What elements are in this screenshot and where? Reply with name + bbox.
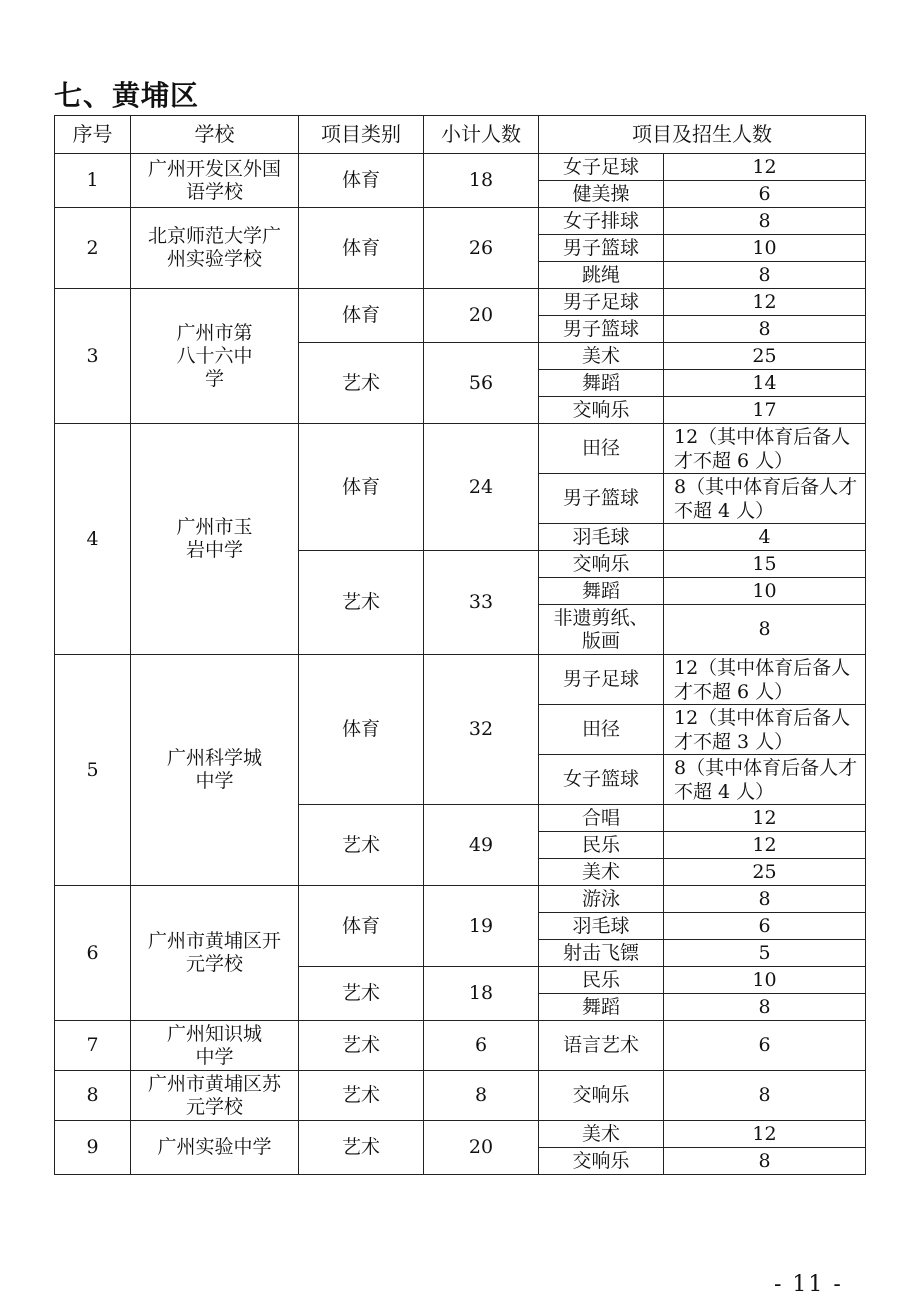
subtotal: 19 <box>424 886 539 967</box>
project: 交响乐 <box>539 1148 664 1175</box>
count: 12（其中体育后备人才不超 6 人） <box>664 655 866 705</box>
subtotal: 32 <box>424 655 539 805</box>
header-category: 项目类别 <box>299 116 424 154</box>
subtotal: 20 <box>424 1121 539 1175</box>
category: 体育 <box>299 886 424 967</box>
project: 男子篮球 <box>539 474 664 524</box>
subtotal: 49 <box>424 805 539 886</box>
table-row <box>55 655 866 705</box>
project: 交响乐 <box>539 551 664 578</box>
count: 14 <box>664 370 866 397</box>
project: 田径 <box>539 705 664 755</box>
count: 8 <box>664 605 866 655</box>
count: 8（其中体育后备人才不超 4 人） <box>664 474 866 524</box>
count: 8 <box>664 1148 866 1175</box>
project: 游泳 <box>539 886 664 913</box>
row-no: 9 <box>55 1121 131 1175</box>
project: 男子足球 <box>539 655 664 705</box>
project: 语言艺术 <box>539 1021 664 1071</box>
category: 艺术 <box>299 967 424 1021</box>
category: 体育 <box>299 208 424 289</box>
subtotal: 26 <box>424 208 539 289</box>
project: 非遗剪纸、版画 <box>539 605 664 655</box>
category: 艺术 <box>299 343 424 424</box>
category: 艺术 <box>299 1021 424 1071</box>
school-name: 广州开发区外国语学校 <box>131 154 299 208</box>
school-name: 北京师范大学广州实验学校 <box>131 208 299 289</box>
table-row <box>55 154 866 181</box>
header-projects: 项目及招生人数 <box>539 116 866 154</box>
count: 17 <box>664 397 866 424</box>
section-title: 七、黄埔区 <box>54 79 200 112</box>
count: 6 <box>664 181 866 208</box>
project: 射击飞镖 <box>539 940 664 967</box>
project: 舞蹈 <box>539 578 664 605</box>
school-name: 广州市第八十六中学 <box>131 289 299 424</box>
count: 8 <box>664 1071 866 1121</box>
category: 体育 <box>299 289 424 343</box>
project: 民乐 <box>539 832 664 859</box>
subtotal: 24 <box>424 424 539 551</box>
project: 民乐 <box>539 967 664 994</box>
project: 跳绳 <box>539 262 664 289</box>
row-no: 1 <box>55 154 131 208</box>
category: 体育 <box>299 655 424 805</box>
row-no: 2 <box>55 208 131 289</box>
count: 10 <box>664 235 866 262</box>
category: 艺术 <box>299 1121 424 1175</box>
count: 6 <box>664 913 866 940</box>
row-no: 4 <box>55 424 131 655</box>
page-number: - 11 - <box>774 1272 843 1297</box>
table-row <box>55 208 866 235</box>
project: 美术 <box>539 859 664 886</box>
project: 男子篮球 <box>539 316 664 343</box>
project: 交响乐 <box>539 1071 664 1121</box>
count: 12 <box>664 1121 866 1148</box>
count: 5 <box>664 940 866 967</box>
project: 女子足球 <box>539 154 664 181</box>
category: 艺术 <box>299 1071 424 1121</box>
subtotal: 56 <box>424 343 539 424</box>
count: 8（其中体育后备人才不超 4 人） <box>664 755 866 805</box>
project: 舞蹈 <box>539 994 664 1021</box>
school-name: 广州知识城中学 <box>131 1021 299 1071</box>
subtotal: 18 <box>424 967 539 1021</box>
project: 交响乐 <box>539 397 664 424</box>
table-row <box>55 1021 866 1071</box>
count: 15 <box>664 551 866 578</box>
count: 12 <box>664 832 866 859</box>
project: 美术 <box>539 1121 664 1148</box>
school-name: 广州科学城中学 <box>131 655 299 886</box>
count: 25 <box>664 859 866 886</box>
row-no: 5 <box>55 655 131 886</box>
category: 艺术 <box>299 805 424 886</box>
row-no: 3 <box>55 289 131 424</box>
subtotal: 6 <box>424 1021 539 1071</box>
header-school: 学校 <box>131 116 299 154</box>
project: 美术 <box>539 343 664 370</box>
count: 12（其中体育后备人才不超 6 人） <box>664 424 866 474</box>
table-row <box>55 424 866 474</box>
subtotal: 33 <box>424 551 539 655</box>
count: 10 <box>664 967 866 994</box>
subtotal: 20 <box>424 289 539 343</box>
header-no: 序号 <box>55 116 131 154</box>
project: 女子篮球 <box>539 755 664 805</box>
project: 合唱 <box>539 805 664 832</box>
project: 羽毛球 <box>539 524 664 551</box>
table-row <box>55 1071 866 1121</box>
school-name: 广州实验中学 <box>131 1121 299 1175</box>
count: 12（其中体育后备人才不超 3 人） <box>664 705 866 755</box>
project: 女子排球 <box>539 208 664 235</box>
project: 健美操 <box>539 181 664 208</box>
subtotal: 18 <box>424 154 539 208</box>
count: 25 <box>664 343 866 370</box>
school-name: 广州市黄埔区苏元学校 <box>131 1071 299 1121</box>
table-row <box>55 886 866 913</box>
row-no: 6 <box>55 886 131 1021</box>
count: 8 <box>664 262 866 289</box>
count: 12 <box>664 289 866 316</box>
category: 艺术 <box>299 551 424 655</box>
table-header-row <box>55 116 866 154</box>
enrollment-table <box>54 115 866 1175</box>
project: 男子篮球 <box>539 235 664 262</box>
count: 8 <box>664 994 866 1021</box>
school-name: 广州市玉岩中学 <box>131 424 299 655</box>
subtotal: 8 <box>424 1071 539 1121</box>
count: 6 <box>664 1021 866 1071</box>
category: 体育 <box>299 154 424 208</box>
count: 8 <box>664 316 866 343</box>
count: 12 <box>664 805 866 832</box>
count: 12 <box>664 154 866 181</box>
project: 羽毛球 <box>539 913 664 940</box>
table-row <box>55 289 866 316</box>
category: 体育 <box>299 424 424 551</box>
project: 男子足球 <box>539 289 664 316</box>
project: 舞蹈 <box>539 370 664 397</box>
count: 8 <box>664 886 866 913</box>
school-name: 广州市黄埔区开元学校 <box>131 886 299 1021</box>
count: 8 <box>664 208 866 235</box>
count: 4 <box>664 524 866 551</box>
row-no: 8 <box>55 1071 131 1121</box>
table-row <box>55 1121 866 1148</box>
project: 田径 <box>539 424 664 474</box>
row-no: 7 <box>55 1021 131 1071</box>
count: 10 <box>664 578 866 605</box>
header-subtotal: 小计人数 <box>424 116 539 154</box>
